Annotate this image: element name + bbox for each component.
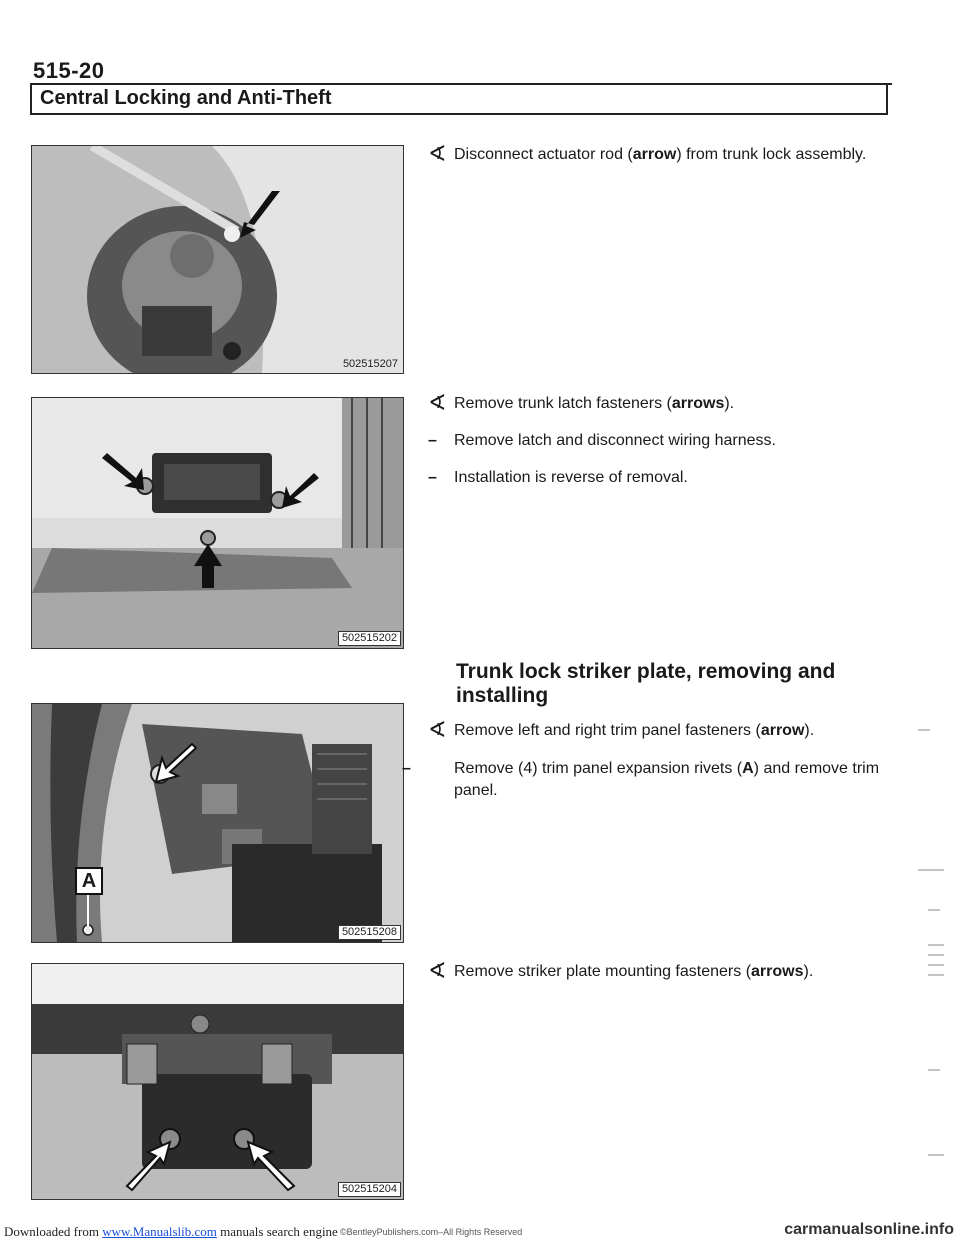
step-text: Remove (4) trim panel expansion rivets (	[454, 760, 743, 777]
step-disconnect-actuator-rod	[428, 143, 888, 166]
step-remove-expansion-rivets	[402, 758, 900, 802]
step-text: Disconnect actuator rod (	[454, 146, 633, 163]
step-text: Remove trunk latch fasteners (	[454, 395, 672, 412]
step-remove-trim-fasteners	[428, 719, 888, 742]
pointer-icon: ∢	[428, 141, 447, 166]
step-emphasis: A	[742, 760, 754, 777]
pointer-icon: ∢	[428, 717, 447, 742]
section-header: Central Locking and Anti-Theft	[30, 85, 888, 115]
step-text: Remove latch and disconnect wiring harness.	[454, 432, 776, 449]
download-suffix: manuals search engine	[216, 1224, 338, 1239]
photo-actuator-rod	[31, 145, 404, 374]
photo-code: 502515202	[338, 631, 401, 646]
step-text: ).	[804, 722, 815, 739]
dash-bullet: –	[402, 760, 411, 777]
step-text: ).	[724, 395, 735, 412]
callout-label-a: A	[75, 867, 103, 895]
page-number: 515-20	[33, 58, 105, 83]
step-text: ) from trunk lock assembly.	[676, 146, 867, 163]
step-text: ) and remove trim panel.	[454, 760, 880, 799]
step-text: Remove left and right trim panel fasteners (	[454, 722, 761, 739]
copyright-notice: ©BentleyPublishers.com–All Rights Reserved	[340, 1227, 523, 1237]
dash-bullet: –	[428, 469, 437, 486]
step-installation	[428, 467, 888, 489]
step-remove-striker-fasteners	[428, 960, 888, 983]
step-remove-latch-fasteners	[428, 392, 888, 415]
section-heading: Trunk lock striker plate, removing and installing	[456, 660, 836, 707]
step-emphasis: arrows	[671, 395, 725, 412]
photo-trunk-latch	[31, 397, 404, 649]
manualslib-link[interactable]: www.Manualslib.com	[102, 1224, 217, 1239]
photo-trim-panel	[31, 703, 404, 943]
step-text: Remove striker plate mounting fasteners (	[454, 963, 752, 980]
photo-code: 502515204	[338, 1182, 401, 1197]
scan-margin-marks	[900, 140, 950, 1200]
step-emphasis: arrows	[751, 963, 804, 980]
photo-code: 502515208	[338, 925, 401, 940]
step-text: Installation is reverse of removal.	[454, 469, 688, 486]
step-remove-latch	[428, 430, 888, 452]
download-notice	[4, 1224, 338, 1240]
watermark: carmanualsonline.info	[784, 1221, 954, 1238]
photo-code: 502515207	[342, 358, 398, 370]
photo-striker-plate	[31, 963, 404, 1200]
step-text: ).	[803, 963, 814, 980]
step-emphasis: arrow	[632, 146, 677, 163]
pointer-icon: ∢	[428, 390, 447, 415]
download-prefix: Downloaded from	[4, 1224, 103, 1239]
step-emphasis: arrow	[760, 722, 805, 739]
pointer-icon: ∢	[428, 958, 447, 983]
dash-bullet: –	[428, 432, 437, 449]
